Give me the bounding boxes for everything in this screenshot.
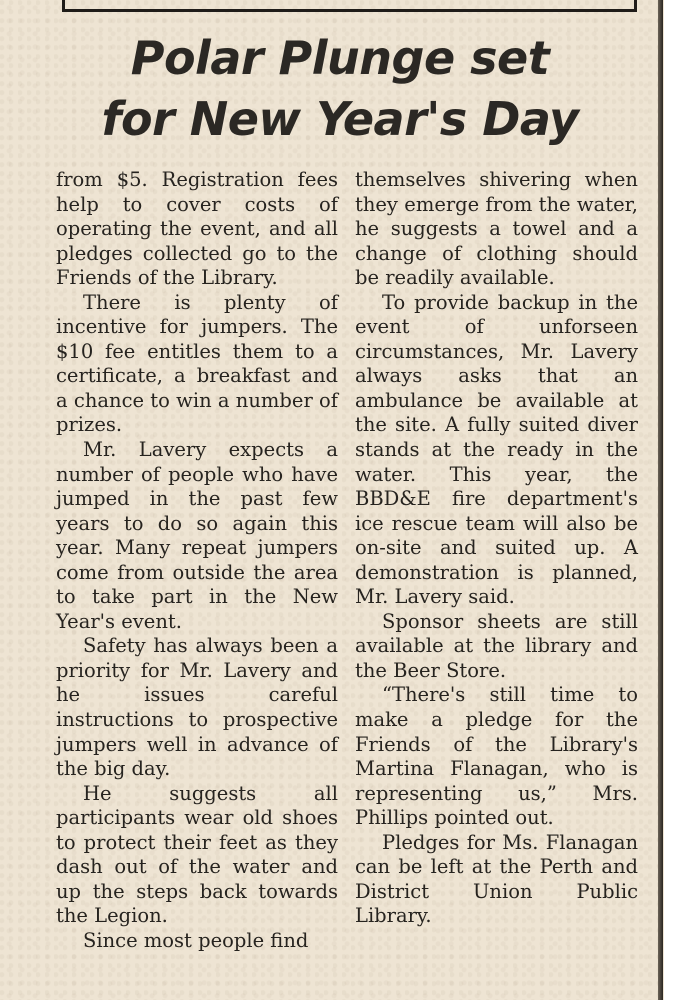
paragraph: themselves shivering when they emerge from the water, he suggests a towel and a change of clothing should be readily available. [355,168,638,290]
paragraph: Safety has always been a priority for Mr. Lavery and he issues careful instructions to prospective jumpers well in advance of the big day. [56,634,338,781]
paragraph: “There's still time to make a pledge for the Friends of the Library's Martina Flanagan, who is representing us,” Mrs. Phillips pointed out. [355,683,638,830]
headline-line-1: Polar Plunge set [130,31,550,85]
paragraph: He suggests all participants wear old shoes to protect their feet as they dash out of the water and up the steps back towards the Legion. [56,781,338,928]
clipping-edge-shadow [658,0,663,1000]
headline-line-2: for New Year's Day [101,92,579,146]
paragraph: from $5. Registration fees help to cover costs of operating the event, and all pledges collected go to the Friends of the Library. [56,168,338,290]
paragraph: Sponsor sheets are still available at the library and the Beer Store. [355,609,638,682]
left-column [56,168,338,954]
paragraph: Pledges for Ms. Flanagan can be left at the Perth and District Union Public Library. [355,830,638,928]
paragraph: There is plenty of incentive for jumpers. The $10 fee entitles them to a certificate, a breakfast and a chance to win a number of prizes. [56,290,338,437]
paragraph: Mr. Lavery expects a number of people who have jumped in the past few years to do so again this year. Many repeat jumpers come from outside the area to take part in the New Year's event. [56,438,338,633]
top-border-rule [62,0,637,12]
headline [40,28,640,150]
right-column [355,168,638,929]
paragraph: To provide backup in the event of unforseen circumstances, Mr. Lavery always asks that an ambulance be available at the site. A fully suited diver stands at the ready in the water. This year, the BBD&E fire department's ice rescue team will also be on-site and suited up. A demonstration is planned, Mr. Lavery said. [355,290,638,609]
paragraph: Since most people find [83,928,309,952]
